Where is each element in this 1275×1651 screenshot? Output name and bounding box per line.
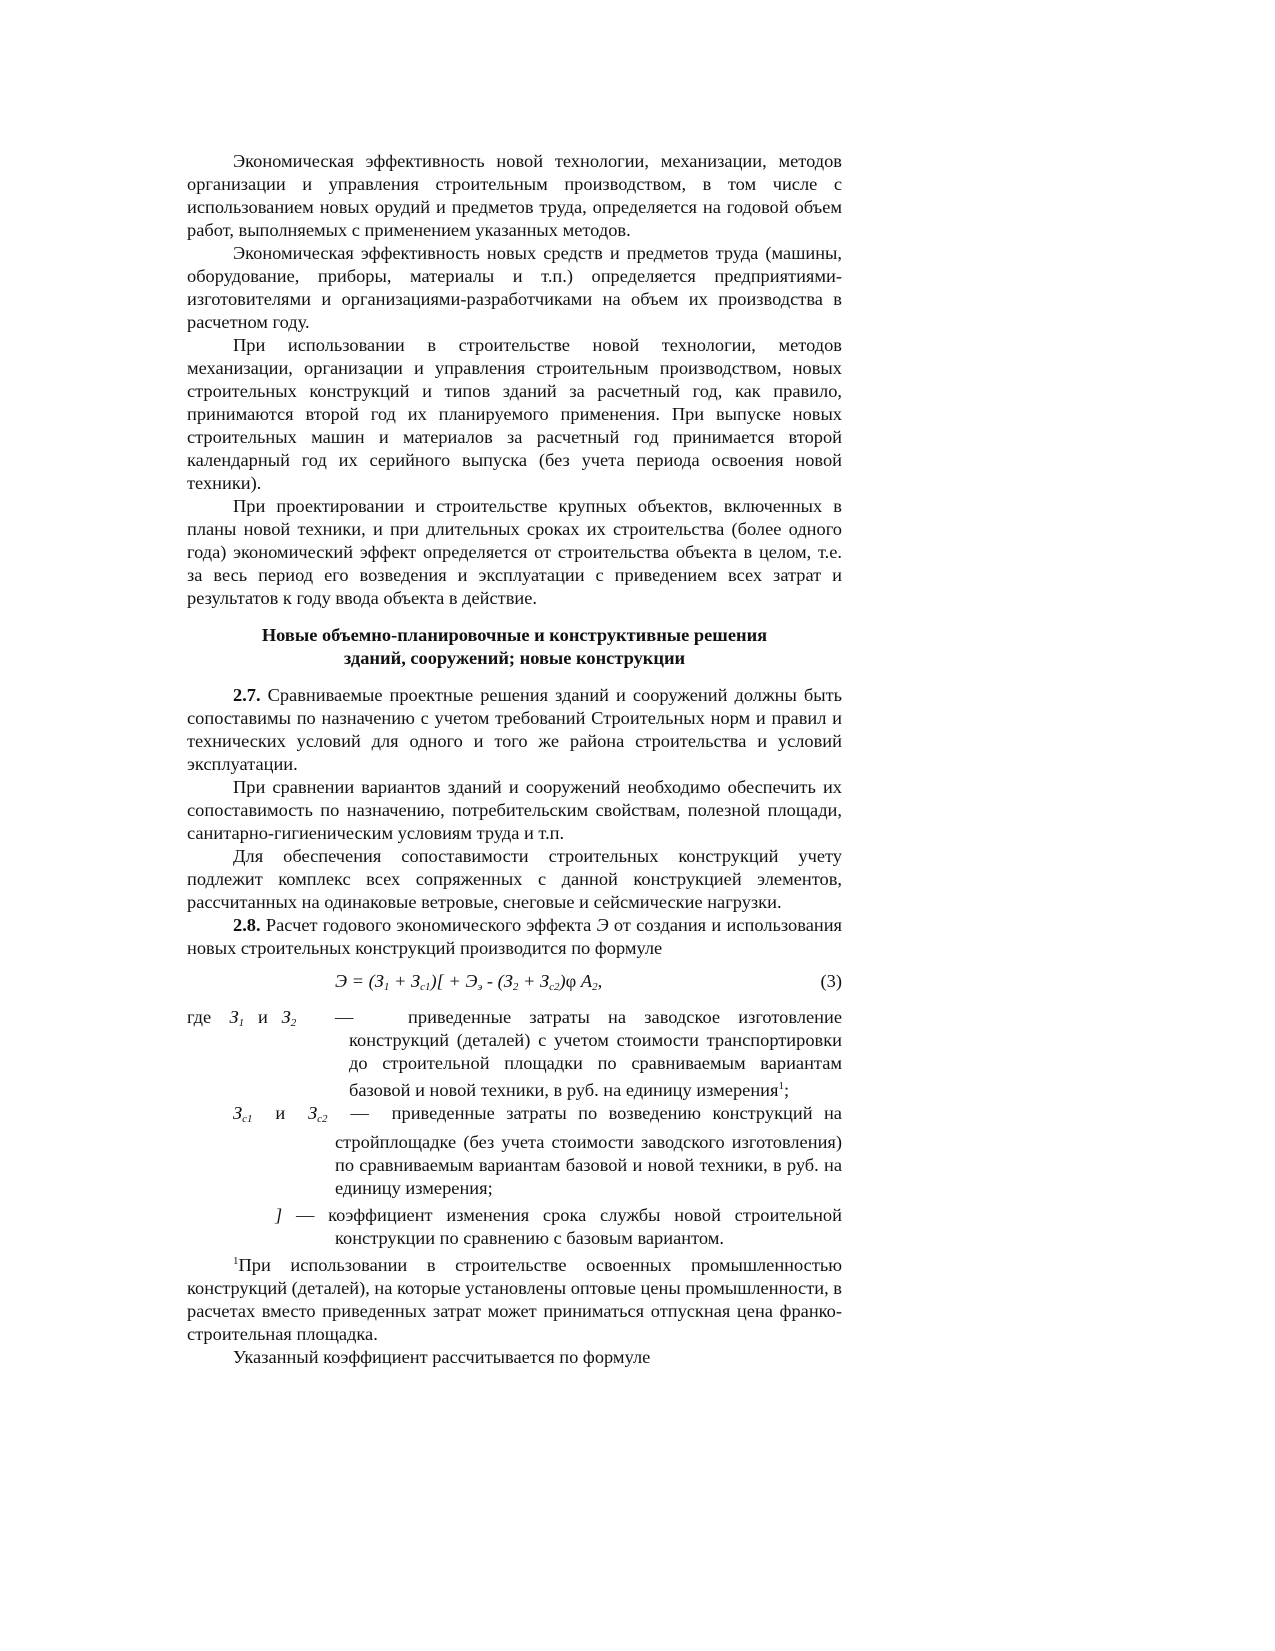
formula-3 [187, 970, 842, 993]
paragraph: Экономическая эффективность новой технологии, механизации, методов организации и управления строительным производством, в том числе с использованием новых орудий и предметов труда, определяется на годовой объем работ, выполняемых с применением указанных методов. [187, 151, 842, 240]
definition-text: $З_{с1}$ и $З_{с2}$ — приведенные затраты по возведению конструкций на стройплощадке (без учета стоимости заводского изготовления) по сравниваемым вариантам базовой и новой техники, в руб. на единицу измерения; [233, 1103, 842, 1198]
clause-text: Сравниваемые проектные решения зданий и сооружений должны быть сопоставимы по назначению с учетом требований Строительных норм и правил и технических условий для одного и того же района строительства и условий эксплуатации. [187, 685, 842, 774]
definition-item [187, 1006, 842, 1102]
clause-number: 2.8. [233, 915, 261, 935]
definition-item [187, 1204, 842, 1250]
document-page [187, 150, 842, 1369]
section-heading [187, 624, 842, 670]
clause-number: 2.7. [233, 685, 261, 705]
paragraph: При проектировании и строительстве крупных объектов, включенных в планы новой техники, и при длительных сроках их строительства (более одного года) экономический эффект определяется от строительства объекта в целом, т.е. за весь период его возведения и эксплуатации с приведением всех затрат и результатов к году ввода объекта в действие. [187, 496, 842, 608]
definition-term: где $З_1$ и $З_2$ [187, 1007, 297, 1029]
definition-item [187, 1102, 842, 1200]
paragraph: Для обеспечения сопоставимости строительных конструкций учету подлежит комплекс всех сопряженных с данной конструкцией элементов, рассчитанных на одинаковые ветровые, снеговые и сейсмические нагрузки. [187, 846, 842, 912]
variable-definitions [187, 1006, 842, 1250]
footnote-mark: 1 [233, 1255, 239, 1267]
paragraph: При использовании в строительстве новой технологии, методов механизации, организации и управления строительным производством, новых строительных конструкций и типов зданий за расчетный год, как правило, принимаются второй год их планируемого применения. При выпуске новых строительных машин и материалов за расчетный год принимается второй календарный год их серийного выпуска (без учета периода освоения новой техники). [187, 335, 842, 493]
clause-text: Расчет годового экономического эффекта [265, 915, 592, 935]
effect-symbol: Э [596, 915, 609, 935]
definition-text: ] — коэффициент изменения срока службы новой строительной конструкции по сравнению с базовым вариантом. [275, 1205, 842, 1248]
clause-2-7 [187, 684, 842, 776]
paragraph: Экономическая эффективность новых средств и предметов труда (машины, оборудование, приборы, материалы и т.п.) определяется предприятиями-изготовителями и организациями-разработчиками на объем их производства в расчетном году. [187, 243, 842, 332]
clause-text: от создания и использования новых строительных конструкций производится по формуле [187, 915, 842, 958]
section-heading-line: зданий, сооружений; новые конструкции [343, 648, 686, 668]
footnote-text: При использовании в строительстве освоенных промышленностью конструкций (деталей), на которые установлены оптовые цены промышленности, в расчетах вместо приведенных затрат может приниматься отпускная цена франко-строительная площадка. [187, 1255, 842, 1344]
section-heading-line: Новые объемно-планировочные и конструктивные решения [261, 625, 768, 645]
definition-text: — приведенные затраты на заводское изготовление конструкций (деталей) с учетом стоимости транспортировки до строительной площадки по сравниваемым вариантам базовой и новой техники, в руб. на единицу измерения$^1$; [335, 1007, 843, 1100]
footnote [187, 1250, 842, 1346]
paragraph: При сравнении вариантов зданий и сооружений необходимо обеспечить их сопоставимость по назначению, потребительским свойствам, полезной площади, санитарно-гигиеническим условиям труда и т.п. [187, 777, 842, 843]
formula-expression: $Э = (З_1 + З_{с1})[ + Э_э - (З_2 + З_{с2})\varphi$ $А_2$, [335, 971, 603, 993]
paragraph: Указанный коэффициент рассчитывается по формуле [233, 1347, 651, 1367]
formula-number: (3) [820, 971, 842, 991]
clause-2-8 [187, 914, 842, 960]
